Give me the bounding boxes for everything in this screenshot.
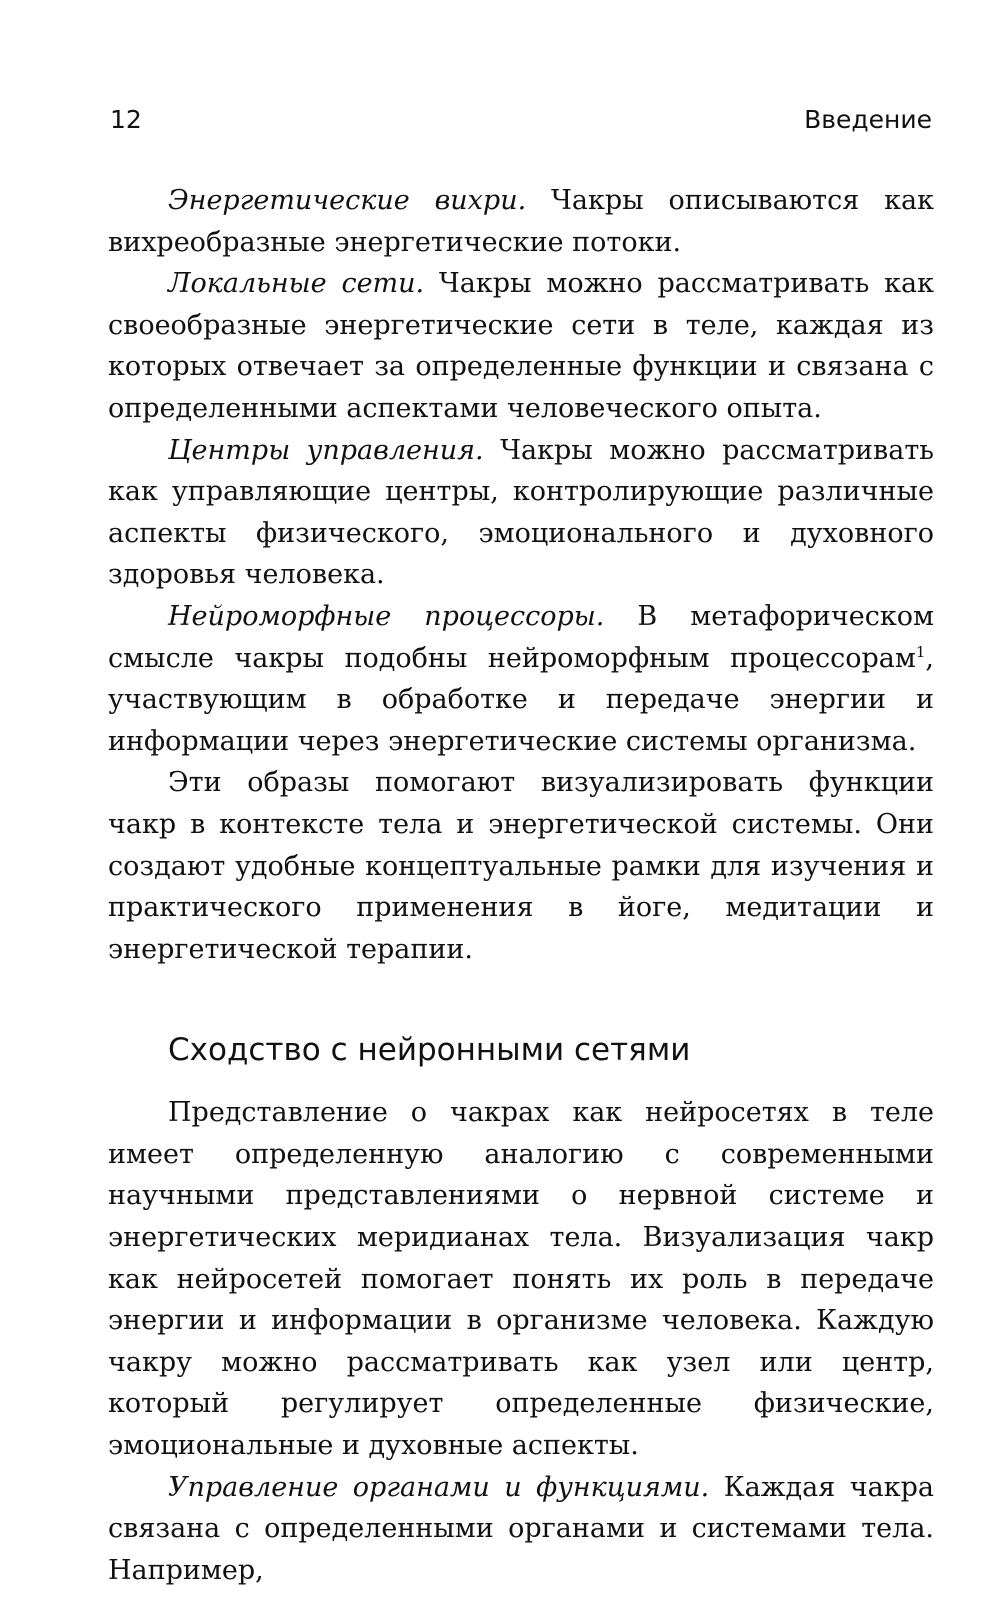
term-organ-control: Управление органами и функциями. <box>168 1471 710 1503</box>
footnote-reference[interactable]: 1 <box>915 642 926 661</box>
paragraph-energy-vortices <box>108 180 934 263</box>
term-neuromorphic-processors: Нейроморфные процессоры. <box>168 600 605 632</box>
term-local-networks: Локальные сети. <box>168 268 425 300</box>
term-control-centers: Центры управления. <box>168 434 484 466</box>
term-energy-vortices: Энергетические вихри. <box>168 185 527 216</box>
running-head <box>110 100 932 140</box>
body-text <box>108 180 934 1591</box>
paragraph-organ-control <box>108 1467 934 1592</box>
paragraph-text: Каждая чакра связана с определенными органами и системами тела. Например, <box>108 1471 934 1586</box>
paragraph-local-networks <box>108 263 934 429</box>
section-heading: Сходство с нейронными сетями <box>168 1032 691 1069</box>
page-number: 12 <box>110 105 142 134</box>
paragraph-images-summary <box>108 762 934 970</box>
paragraph-text: Чакры можно рассматривать как своеобразные энергетические сети в теле, каждая из которых отвечает за определенные функции и связана с определенными аспектами человеческого опыта. <box>108 268 934 424</box>
paragraph-text: В метафорическом смысле чакры подобны нейроморфным процессорам <box>108 600 934 674</box>
paragraph-text: Чакры описываются как вихреобразные энергетические потоки. <box>108 185 934 258</box>
paragraph-control-centers <box>108 430 934 596</box>
paragraph-text: Чакры можно рассматривать как управляющие центры, контролирующие различные аспекты физического, эмоционального и духовного здоровья человека. <box>108 434 934 591</box>
paragraph-neural-analogy <box>108 1092 934 1466</box>
paragraph-text: Представление о чакрах как нейросетях в теле имеет определенную аналогию с современными научными представлениями о нервной системе и энергетических меридианах тела. Визуализация чакр как нейросетей помогает понять их роль в передаче энергии и информации в организме человека. Каждую чакру можно рассматривать как узел или центр, который регулирует определенные физические, эмоциональные и духовные аспекты. <box>108 1097 934 1462</box>
running-head-section: Введение <box>804 105 932 134</box>
paragraph-text: , участвующим в обработке и передаче энергии и информации через энергетические системы организма. <box>108 642 934 757</box>
paragraph-text: Эти образы помогают визуализировать функции чакр в контексте тела и энергетической системы. Они создают удобные концептуальные рамки для изучения и практического применения в йоге, медитации и энергетической терапии. <box>108 767 934 965</box>
paragraph-neuromorphic-processors <box>108 596 934 762</box>
